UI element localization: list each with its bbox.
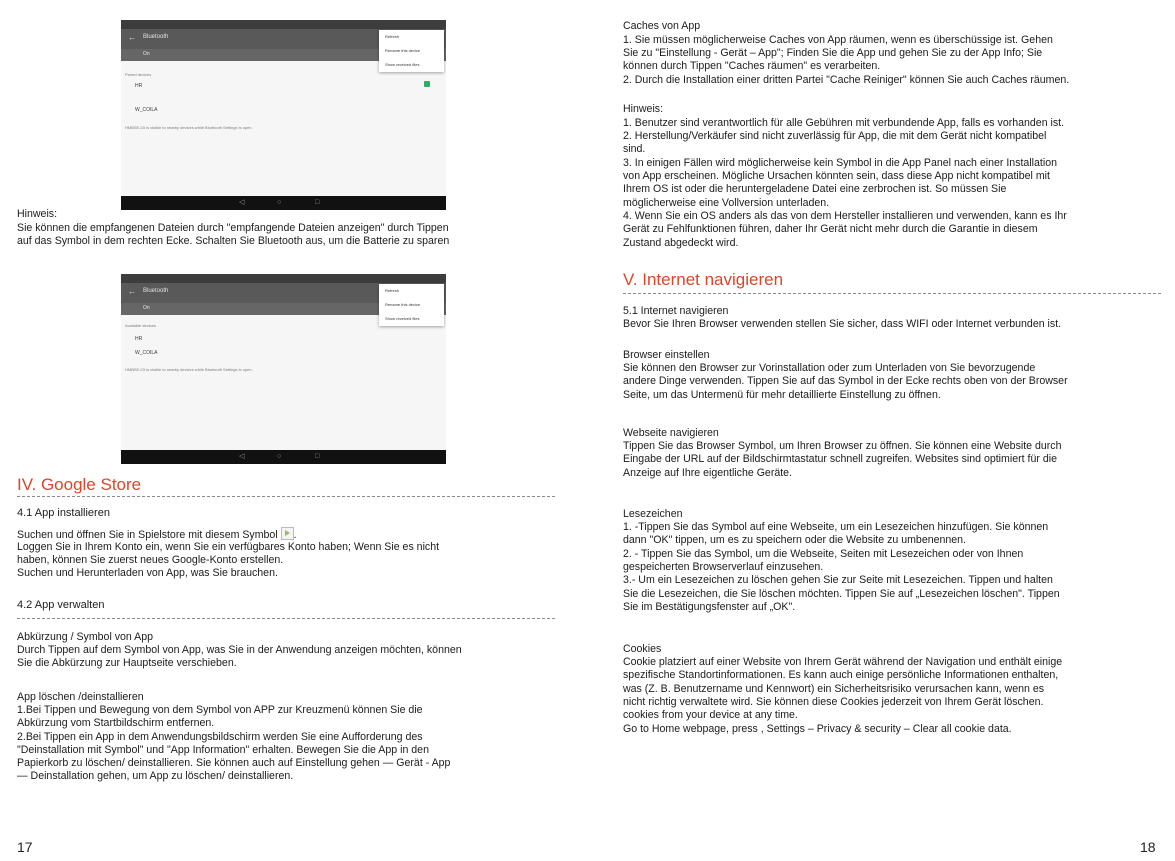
body-line: 3.- Um ein Lesezeichen zu löschen gehen Sie zur Seite mit Lesezeichen. Tippen und halten <box>623 574 1053 586</box>
body-line: sind. <box>623 143 646 155</box>
body-line: 2. Herstellung/Verkäufer sind nicht zuverlässig für App, die mit dem Gerät nicht kompatibel <box>623 130 1047 142</box>
paragraph-title: Hinweis: <box>623 103 664 115</box>
body-line: Bevor Sie Ihren Browser verwenden stellen Sie sicher, dass WIFI oder Internet verbunden ist. <box>623 318 1062 330</box>
menu-item: Show received files <box>385 316 420 321</box>
toggle-label: On <box>143 305 150 311</box>
body-line: Zustand abgedeckt wird. <box>623 237 739 249</box>
section-title-google-store: IV. Google Store <box>17 475 142 494</box>
body-line: "Deinstallation mit Symbol" und "App Information" erhalten. Bewegen Sie die App in den <box>17 744 429 756</box>
back-arrow-icon: ← <box>128 33 136 42</box>
status-bar <box>121 274 446 283</box>
paragraph-title: Webseite navigieren <box>623 427 719 439</box>
body-line: Abkürzung vom Startbildschirm entfernen. <box>17 717 215 729</box>
menu-item: Show received files <box>385 62 420 67</box>
body-line: Sie die Lesezeichen, die Sie löschen möchten. Tippen Sie auf „Lesezeichen löschen". Tippen <box>623 588 1060 600</box>
body-line: gespeicherten Browserverlauf einzusehen. <box>623 561 824 573</box>
available-devices-label: Available devices <box>125 323 156 328</box>
paragraph-title: Browser einstellen <box>623 349 710 361</box>
body-line: 2. Durch die Installation einer dritten Partei "Cache Reiniger" können Sie auch Caches räumen. <box>623 74 1070 86</box>
menu-item: Rename this device <box>385 48 421 53</box>
body-line: 1. Benutzer sind verantwortlich für alle Gebühren mit verbundende App, falls es vorhanden ist. <box>623 117 1065 129</box>
paragraph-title: Cookies <box>623 643 662 655</box>
overflow-menu <box>379 284 444 326</box>
body-line: 2. - Tippen Sie das Symbol, um die Webseite, Seiten mit Lesezeichen oder von Ihnen <box>623 548 1024 560</box>
play-store-icon <box>281 527 294 540</box>
paragraph-title: Abkürzung / Symbol von App <box>17 631 154 643</box>
page-number: 17 <box>17 839 33 855</box>
body-line: was (Z. B. Benutzername und Kennwort) ein Sicherheitsrisiko verursachen kann, wenn es <box>623 683 1045 695</box>
body-line: 4. Wenn Sie ein OS anders als das von dem Hersteller installieren und verwenden, kann es Ihr <box>623 210 1067 222</box>
toggle-label: On <box>143 51 150 57</box>
hint-text-line: Sie können die empfangenen Dateien durch "empfangende Dateien anzeigen" durch Tippen <box>17 222 449 234</box>
body-line: Anzeige auf Ihre eigentliche Geräte. <box>623 467 793 479</box>
hint-label: Hinweis: <box>17 208 58 220</box>
menu-item: Rename this device <box>385 302 421 307</box>
period: . <box>293 529 297 541</box>
paired-device: HR <box>135 336 143 342</box>
body-line: andere Dinge verwenden. Tippen Sie auf das Symbol in der Ecke rechts oben von der Browser <box>623 375 1068 387</box>
body-line: Sie im Bestätigungsfenster auf „OK". <box>623 601 796 613</box>
app-title: Bluetooth <box>143 34 169 40</box>
body-line: spezifische Standortinformationen. Es kann auch einige persönliche Informationen enthalten, <box>623 669 1059 681</box>
recents-nav-icon: □ <box>315 453 320 460</box>
body-line: 3. In einigen Fällen wird möglicherweise kein Symbol in die App Panel nach einer Installation <box>623 157 1058 169</box>
body-line: dann "OK" tippen, um es zu speichern oder die Website zu umbenennen. <box>623 534 967 546</box>
body-line: können durch Tippen "Caches räumen" es verarbeiten. <box>623 60 881 72</box>
body-line: haben, können Sie zuerst neues Google-Konto erstellen. <box>17 554 284 566</box>
back-nav-icon: ◁ <box>239 453 245 460</box>
body-line: Durch Tippen auf dem Symbol von App, was Sie in der Anwendung anzeigen möchten, können <box>17 644 462 656</box>
hint-text-line: auf das Symbol in dem rechten Ecke. Schalten Sie Bluetooth aus, um die Batterie zu sparen <box>17 235 450 247</box>
body-line: Ihrem OS ist oder die heruntergeladene Datei eine zerbrochen ist. So müssen Sie <box>623 183 1007 195</box>
status-bar <box>121 20 446 29</box>
section-title-internet: V. Internet navigieren <box>623 270 784 289</box>
body-line: Sie können den Browser zur Vorinstallation oder zum Unterladen von Sie bevorzugende <box>623 362 1036 374</box>
toggle-switch-icon <box>424 81 430 87</box>
body-line: Tippen Sie das Browser Symbol, um Ihren Browser zu öffnen. Sie können eine Website durch <box>623 440 1062 452</box>
body-line: 1. -Tippen Sie das Symbol auf eine Webseite, um ein Lesezeichen hinzufügen. Sie können <box>623 521 1049 533</box>
paragraph-title: Caches von App <box>623 20 701 32</box>
subsection-title: 4.2 App verwalten <box>17 599 105 611</box>
body-line: Seite, um das Untermenü für mehr detaillierte Einstellung zu öffnen. <box>623 389 941 401</box>
recents-nav-icon: □ <box>315 199 320 206</box>
body-line: Cookie platziert auf einer Website von Ihrem Gerät während der Navigation und enthält einige <box>623 656 1063 668</box>
paired-device: HR <box>135 83 143 89</box>
body-line: cookies from your device at any time. <box>623 709 798 721</box>
body-line: Gerät zu Fehlfunktionen führen, daher Ihr Gerät nicht mehr durch die Garantie in diesem <box>623 223 1038 235</box>
body-line: Papierkorb zu löschen/ deinstallieren. Sie können auch auf Einstellung gehen — Gerät - App <box>17 757 451 769</box>
home-nav-icon: ○ <box>277 199 282 206</box>
navigation-bar <box>121 450 446 464</box>
visibility-note: HMBSE-03 is visible to nearby devices while Bluetooth Settings is open. <box>125 367 253 372</box>
bluetooth-screenshot-1 <box>121 20 446 196</box>
menu-item: Refresh <box>385 34 400 39</box>
menu-item: Refresh <box>385 288 400 293</box>
paragraph-title: Lesezeichen <box>623 508 683 520</box>
body-line: Sie die Abkürzung zur Hauptseite verschieben. <box>17 657 237 669</box>
home-nav-icon: ○ <box>277 453 282 460</box>
body-line <box>17 527 297 542</box>
body-line: Loggen Sie in Ihrem Konto ein, wenn Sie ein verfügbares Konto haben; Wenn Sie es nicht <box>17 541 440 553</box>
body-line: — Deinstallation gehen, um App zu löschen/ deinstallieren. <box>17 770 294 782</box>
body-line: möglicherweise eine Vollversion unterladen. <box>623 197 830 209</box>
paragraph-title: App löschen /deinstallieren <box>17 691 144 703</box>
navigation-bar <box>121 196 446 210</box>
divider <box>623 293 1161 294</box>
divider <box>17 618 555 619</box>
body-line: Go to Home webpage, press , Settings – Privacy & security – Clear all cookie data. <box>623 723 1012 735</box>
subsection-title: 5.1 Internet navigieren <box>623 305 729 317</box>
visibility-note: HMBSE-03 is visible to nearby devices while Bluetooth Settings is open. <box>125 125 253 130</box>
body-line: nicht richtig verwaltete wird. Sie können diese Cookies jederzeit von Ihrem Gerät löschen. <box>623 696 1044 708</box>
divider <box>17 496 555 497</box>
body-line: 1. Sie müssen möglicherweise Caches von App räumen, wenn es überschüssige ist. Gehen <box>623 34 1053 46</box>
body-line: von App erscheinen. Mögliche Ursachen könnten sein, dass diese App nicht kompatibel mit <box>623 170 1050 182</box>
back-arrow-icon: ← <box>128 287 136 296</box>
body-line: Suchen und Herunterladen von App, was Sie brauchen. <box>17 567 278 579</box>
body-line: 2.Bei Tippen ein App in dem Anwendungsbildschirm werden Sie eine Aufforderung des <box>17 731 423 743</box>
paired-devices-label: Paired devices <box>125 72 152 77</box>
body-line: Sie zu "Einstellung - Gerät – App"; Finden Sie die App und gehen Sie zu der App Info; Sie <box>623 47 1043 59</box>
bluetooth-screenshot-2 <box>121 274 446 450</box>
subsection-title: 4.1 App installieren <box>17 507 110 519</box>
app-title: Bluetooth <box>143 288 169 294</box>
available-device: W_COILA <box>135 107 158 113</box>
page-number: 18 <box>1140 839 1156 855</box>
body-line: 1.Bei Tippen und Bewegung von dem Symbol von APP zur Kreuzmenü können Sie die <box>17 704 423 716</box>
body-line-text: Suchen und öffnen Sie in Spielstore mit diesem Symbol <box>17 529 278 541</box>
back-nav-icon: ◁ <box>239 199 245 206</box>
body-line: Eingabe der URL auf der Bildschirmtastatur schnell zugreifen. Websites sind optimiert für die <box>623 453 1057 465</box>
available-device: W_COILA <box>135 350 158 356</box>
overflow-menu <box>379 30 444 72</box>
